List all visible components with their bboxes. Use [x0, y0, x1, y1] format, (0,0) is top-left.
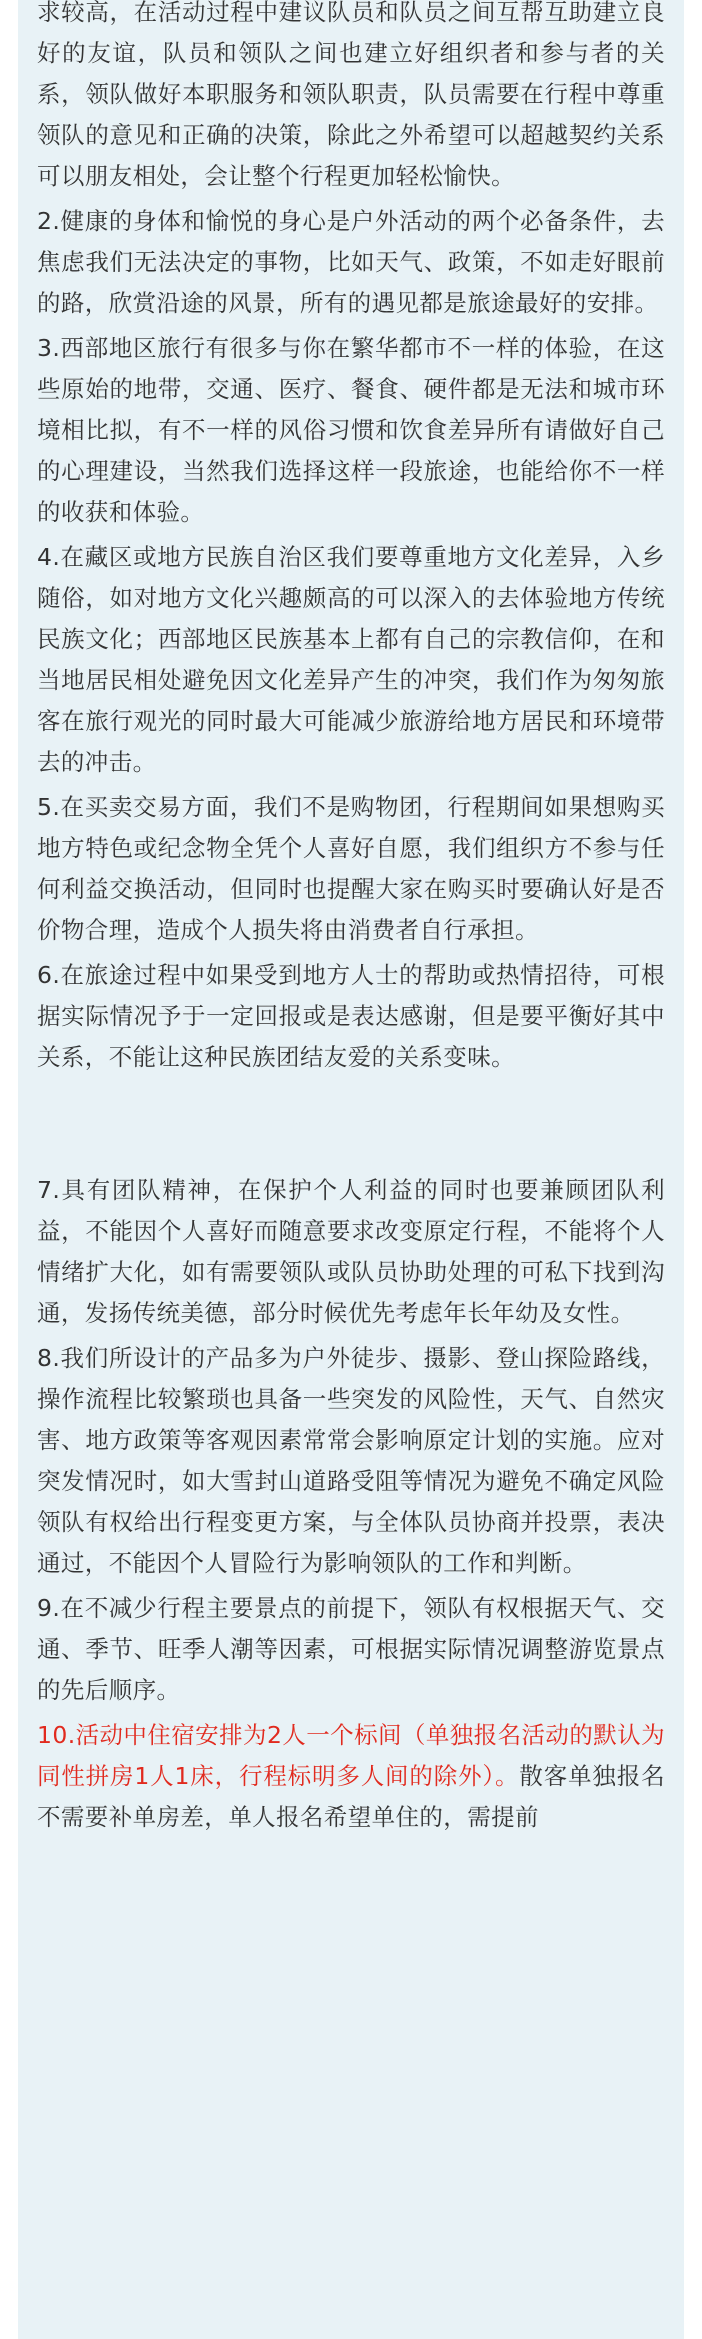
paragraph-7: 7.具有团队精神，在保护个人利益的同时也要兼顾团队利益，不能因个人喜好而随意要求改变原定行程，不能将个人情绪扩大化，如有需要领队或队员协助处理的可私下找到沟通，发扬传统美德，部分时候优先考虑年长年幼及女性。 [37, 1176, 665, 1327]
paragraph-4: 4.在藏区或地方民族自治区我们要尊重地方文化差异，入乡随俗，如对地方文化兴趣颇高的可以深入的去体验地方传统民族文化；西部地区民族基本上都有自己的宗教信仰，在和当地居民相处避免因文化差异产生的冲突，我们作为匆匆旅客在旅行观光的同时最大可能减少旅游给地方居民和环境带去的冲击。 [37, 543, 665, 776]
paragraph-9: 9.在不减少行程主要景点的前提下，领队有权根据天气、交通、季节、旺季人潮等因素，可根据实际情况调整游览景点的先后顺序。 [37, 1594, 665, 1704]
paragraph-8: 8.我们所设计的产品多为户外徒步、摄影、登山探险路线，操作流程比较繁琐也具备一些突发的风险性，天气、自然灾害、地方政策等客观因素常常会影响原定计划的实施。应对突发情况时，如大雪封山道路受阻等情况为避免不确定风险领队有权给出行程变更方案，与全体队员协商并投票，表决通过，不能因个人冒险行为影响领队的工作和判断。 [37, 1344, 665, 1577]
paragraph-3: 3.西部地区旅行有很多与你在繁华都市不一样的体验，在这些原始的地带，交通、医疗、餐食、硬件都是无法和城市环境相比拟，有不一样的风俗习惯和饮食差异所有请做好自己的心理建设，当然我们选择这样一段旅途，也能给你不一样的收获和体验。 [37, 334, 665, 526]
paragraph-10 [37, 1715, 665, 1838]
paragraph-intro-continued: 求较高，在活动过程中建议队员和队员之间互帮互助建立良好的友谊，队员和领队之间也建立好组织者和参与者的关系，领队做好本职服务和领队职责，队员需要在行程中尊重领队的意见和正确的决策，除此之外希望可以超越契约关系可以朋友相处，会让整个行程更加轻松愉快。 [37, 0, 665, 190]
paragraph-2: 2.健康的身体和愉悦的身心是户外活动的两个必备条件，去焦虑我们无法决定的事物，比如天气、政策，不如走好眼前的路，欣赏沿途的风景，所有的遇见都是旅途最好的安排。 [37, 207, 665, 317]
paragraph-10-normal: 散客单独报名不需要补单房差，单人报名希望单住的，需提前 [37, 1762, 665, 1831]
paragraph-5: 5.在买卖交易方面，我们不是购物团，行程期间如果想购买地方特色或纪念物全凭个人喜好自愿，我们组织方不参与任何利益交换活动，但同时也提醒大家在购买时要确认好是否价物合理，造成个人损失将由消费者自行承担。 [37, 793, 665, 944]
article-content [18, 0, 684, 1838]
blank-line [37, 1082, 665, 1170]
paragraph-6: 6.在旅途过程中如果受到地方人士的帮助或热情招待，可根据实际情况予于一定回报或是表达感谢，但是要平衡好其中关系，不能让这种民族团结友爱的关系变味。 [37, 961, 665, 1071]
paragraph-10-highlight: 10.活动中住宿安排为2人一个标间（单独报名活动的默认为同性拼房1人1床，行程标明多人间的除外）。 [37, 1721, 665, 1790]
article-panel [18, 0, 684, 2339]
